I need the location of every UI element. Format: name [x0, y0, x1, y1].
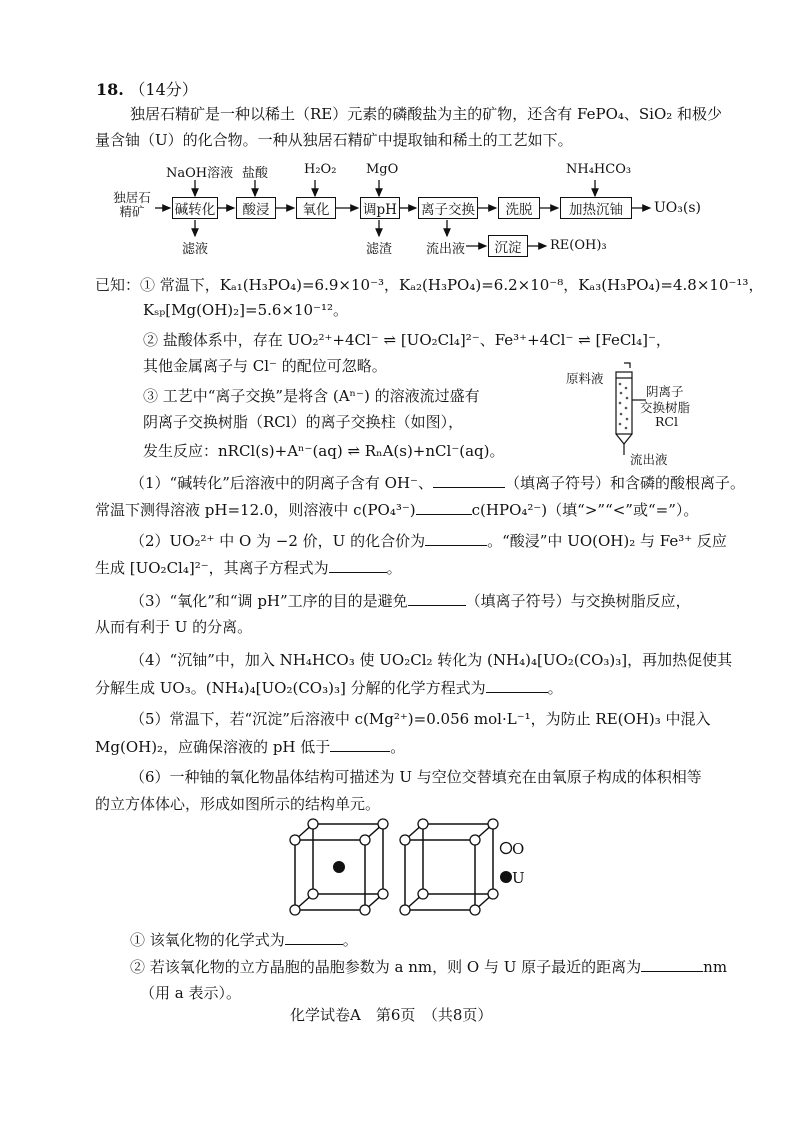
part-6-text-c: ① 该氧化物的化学式为	[130, 931, 285, 949]
part-2-text-a: （2）UO₂²⁺ 中 O 为 −2 价，U 的化合价为	[130, 532, 426, 550]
column-resin-label-3: RCl	[655, 414, 678, 429]
step-oxidation: 氧化	[296, 197, 336, 219]
part-6-line-1: （6）一种铀的氧化物晶体结构可描述为 U 与空位交替填充在由氧原子构成的体积相等	[130, 768, 702, 786]
part-4-line-1: （4）“沉铀”中，加入 NH₄HCO₃ 使 UO₂Cl₂ 转化为 (NH₄)₄[UO₂(CO₃)₃]，再加热促使其	[130, 651, 733, 669]
column-resin-label-1: 阴离子	[646, 384, 684, 399]
column-feed-label: 原料液	[566, 371, 604, 386]
part-3-text-b: （填离子符号）与交换树脂反应，	[465, 592, 691, 610]
reagent-mgo: MgO	[366, 162, 399, 177]
reagent-h2o2: H₂O₂	[304, 162, 337, 177]
reagent-nh4hco3: NH₄HCO₃	[566, 162, 632, 177]
byproduct-effluent: 流出液	[426, 242, 466, 257]
byproduct-filtrate: 滤液	[182, 242, 209, 257]
part-5-line-2	[95, 737, 405, 756]
part-2-line-1	[130, 531, 727, 550]
part-5-line-1: （5）常温下，若“沉淀”后溶液中 c(Mg²⁺)=0.056 mol·L⁻¹，为防止 RE(OH)₃ 中混入	[130, 710, 711, 728]
part-4-text-c: 。	[547, 679, 563, 697]
byproduct-residue: 滤渣	[366, 242, 393, 257]
part-6-text-d: 。	[342, 931, 358, 949]
intro-line-2: 量含铀（U）的化合物。一种从独居石精矿中提取铀和稀土的工艺如下。	[95, 131, 573, 149]
legend-u-label: U	[512, 869, 525, 887]
known-ion-exchange-reaction: 发生反应：nRCl(s)+Aⁿ⁻(aq) ⇌ RₙA(s)+nCl⁻(aq)。	[143, 442, 505, 460]
part-4-text-b: 分解生成 UO₃。(NH₄)₄[UO₂(CO₃)₃] 分解的化学方程式为	[95, 679, 486, 697]
part-3-text-a: （3）“氧化”和“调 pH”工序的目的是避免	[130, 592, 408, 610]
answer-blank-6b[interactable]	[641, 957, 703, 972]
known-coordination-note: 其他金属离子与 Cl⁻ 的配位可忽略。	[143, 357, 387, 375]
part-1-text-b: （填离子符号）和含磷的酸根离子。	[504, 474, 745, 492]
part-2-text-b: 。“酸浸”中 UO(OH)₂ 与 Fe³⁺ 反应	[487, 532, 727, 550]
step-heat-precipitate-u: 加热沉铀	[560, 197, 632, 219]
part-6-sub-2	[130, 957, 727, 976]
answer-blank-1a[interactable]	[433, 473, 505, 488]
part-5-text-b: Mg(OH)₂，应确保溶液的 pH 低于	[95, 738, 331, 756]
known-ksp: Kₛₚ[Mg(OH)₂]=5.6×10⁻¹²。	[143, 301, 349, 319]
cube-units	[280, 810, 580, 920]
column-resin-label-2: 交换树脂	[640, 400, 691, 415]
column-out-label: 流出液	[630, 452, 668, 467]
part-1-line-2	[95, 500, 698, 519]
part-1-text-c: 常温下测得溶液 pH=12.0，则溶液中 c(PO₄³⁻)	[95, 501, 416, 519]
answer-blank-1b[interactable]	[416, 500, 472, 515]
step-precipitate: 沉淀	[488, 235, 528, 257]
part-2-text-d: 。	[386, 559, 402, 577]
intro-line-1: 独居石精矿是一种以稀土（RE）元素的磷酸盐为主的矿物，还含有 FePO₄、SiO₂ 和极少	[130, 105, 723, 123]
answer-blank-2a[interactable]	[425, 531, 487, 546]
part-6-sub-2-note: （用 a 表示）。	[140, 984, 241, 1002]
answer-blank-2b[interactable]	[329, 558, 387, 573]
known-line-1	[95, 276, 763, 294]
part-2-text-c: 生成 [UO₂Cl₄]²⁻，其离子方程式为	[95, 559, 329, 577]
part-1-line-1	[130, 473, 745, 492]
part-3-line-1	[130, 591, 691, 610]
step-adjust-ph: 调pH	[360, 197, 400, 219]
answer-blank-4[interactable]	[486, 678, 548, 693]
step-ion-exchange: 离子交换	[418, 197, 478, 219]
flowchart-arrows	[0, 0, 800, 270]
step-alkali-conversion: 碱转化	[172, 197, 218, 219]
part-4-line-2	[95, 678, 563, 697]
step-elution: 洗脱	[498, 197, 540, 219]
reagent-naoh: NaOH溶液	[166, 166, 234, 181]
question-number-text: 18.	[96, 80, 124, 99]
part-1-text-a: （1）“碱转化”后溶液中的阴离子含有 OH⁻、	[130, 474, 433, 492]
reagent-hcl: 盐酸	[242, 166, 269, 181]
answer-blank-6a[interactable]	[285, 930, 343, 945]
known-ion-exchange-2: 阴离子交换树脂（RCl）的离子交换柱（如图），	[143, 413, 464, 431]
known-lead: 已知：	[95, 276, 141, 294]
feed-label: 独居石精矿	[113, 190, 151, 219]
part-1-text-d: c(HPO₄²⁻)（填“>”“<”或“=”）。	[471, 501, 699, 519]
part-6-text-e: ② 若该氧化物的立方晶胞的晶胞参数为 a nm，则 O 与 U 原子最近的距离为	[130, 958, 642, 976]
question-score: （14分）	[129, 80, 198, 99]
page-footer: 化学试卷A 第6页 （共8页）	[290, 1006, 493, 1024]
legend-o-label: O	[512, 840, 525, 858]
part-3-line-2: 从而有利于 U 的分离。	[95, 618, 253, 636]
answer-blank-3[interactable]	[408, 591, 466, 606]
known-ka-values: ① 常温下，Kₐ₁(H₃PO₄)=6.9×10⁻³，Kₐ₂(H₃PO₄)=6.2×10⁻⁸，Kₐ₃(H₃PO₄)=4.8×10⁻¹³，	[140, 276, 764, 294]
side-product-re-oh3: RE(OH)₃	[550, 238, 607, 253]
part-6-line-2: 的立方体体心，形成如图所示的结构单元。	[95, 795, 381, 813]
part-6-sub-1	[130, 930, 358, 949]
step-acid-leach: 酸浸	[236, 197, 276, 219]
part-2-line-2	[95, 558, 402, 577]
known-equilibria: ② 盐酸体系中，存在 UO₂²⁺+4Cl⁻ ⇌ [UO₂Cl₄]²⁻、Fe³⁺+4Cl⁻ ⇌ [FeCl₄]⁻，	[143, 331, 671, 349]
part-6-text-f: nm	[703, 958, 728, 976]
part-5-text-c: 。	[390, 738, 406, 756]
answer-blank-5[interactable]	[330, 737, 390, 752]
product-uo3: UO₃(s)	[654, 200, 701, 216]
known-ion-exchange-1: ③ 工艺中“离子交换”是将含 (Aⁿ⁻) 的溶液流过盛有	[143, 387, 480, 405]
